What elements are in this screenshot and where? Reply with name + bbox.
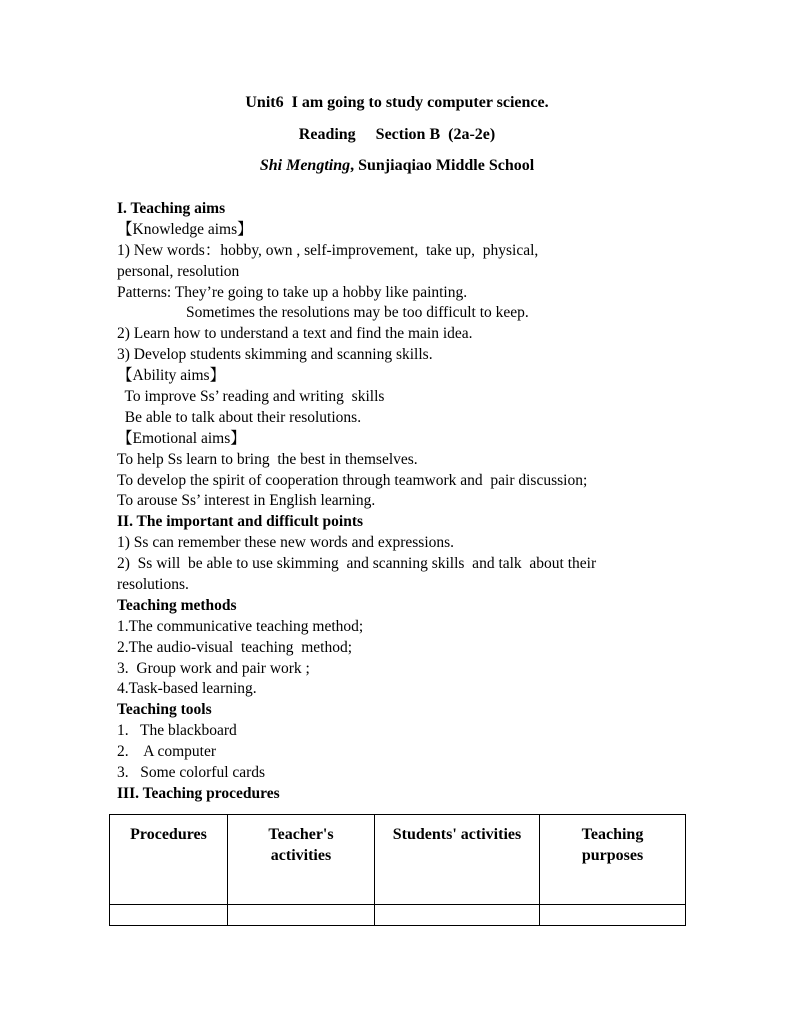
lesson-plan-body	[117, 199, 697, 805]
text-line: Be able to talk about their resolutions.	[117, 408, 362, 426]
text-line: Sometimes the resolutions may be too difficult to keep.	[186, 304, 529, 322]
table-cell	[228, 905, 375, 926]
text-line: 1.The communicative teaching method;	[117, 617, 364, 635]
text-line: 4.Task-based learning.	[117, 680, 257, 698]
section-heading: Teaching tools	[117, 701, 212, 719]
text-line: To develop the spirit of cooperation through teamwork and pair discussion;	[117, 471, 588, 489]
column-header: Teacher's activities	[228, 815, 375, 905]
table-cell	[110, 905, 228, 926]
section-heading: II. The important and difficult points	[117, 513, 364, 531]
table-row	[110, 905, 686, 926]
school-name: , Sunjiaqiao Middle School	[350, 157, 535, 174]
text-line: 【Ability aims】	[117, 367, 226, 385]
text-line: resolutions.	[117, 576, 189, 594]
document-title: Unit6 I am going to study computer science.	[245, 94, 549, 111]
text-line: To improve Ss’ reading and writing skills	[117, 388, 385, 406]
text-line: 1. The blackboard	[117, 722, 237, 740]
table-header-row	[110, 815, 686, 905]
column-header: Students' activities	[375, 815, 540, 905]
column-header: Teaching purposes	[540, 815, 686, 905]
section-heading: III. Teaching procedures	[117, 784, 280, 802]
table-header	[110, 815, 686, 905]
text-line: personal, resolution	[117, 262, 240, 280]
author-line	[0, 157, 794, 175]
text-line: 1) New words：hobby, own , self-improvement, take up, physical,	[117, 241, 539, 259]
text-line: 2. A computer	[117, 743, 217, 761]
table-cell	[375, 905, 540, 926]
text-line: Patterns: They’re going to take up a hobby like painting.	[117, 283, 468, 301]
author-name: Shi Mengting	[259, 157, 351, 174]
text-line: To help Ss learn to bring the best in themselves.	[117, 450, 418, 468]
text-line: 3) Develop students skimming and scanning skills.	[117, 346, 433, 364]
text-line: To arouse Ss’ interest in English learning.	[117, 492, 376, 510]
text-line: 【Knowledge aims】	[117, 220, 253, 238]
text-line: 【Emotional aims】	[117, 429, 246, 447]
text-line: 2) Ss will be able to use skimming and scanning skills and talk about their	[117, 555, 597, 573]
text-line: 3. Group work and pair work ;	[117, 659, 310, 677]
section-heading: Teaching methods	[117, 596, 237, 614]
document-subtitle: Reading Section B (2a-2e)	[298, 126, 496, 143]
table-body	[110, 905, 686, 926]
table-cell	[540, 905, 686, 926]
teaching-procedures-table	[109, 814, 686, 926]
text-line: 1) Ss can remember these new words and expressions.	[117, 534, 455, 552]
text-line: 2) Learn how to understand a text and find the main idea.	[117, 325, 473, 343]
text-line: 2.The audio-visual teaching method;	[117, 638, 353, 656]
column-header: Procedures	[110, 815, 228, 905]
section-heading: I. Teaching aims	[117, 200, 226, 217]
text-line: 3. Some colorful cards	[117, 764, 266, 782]
